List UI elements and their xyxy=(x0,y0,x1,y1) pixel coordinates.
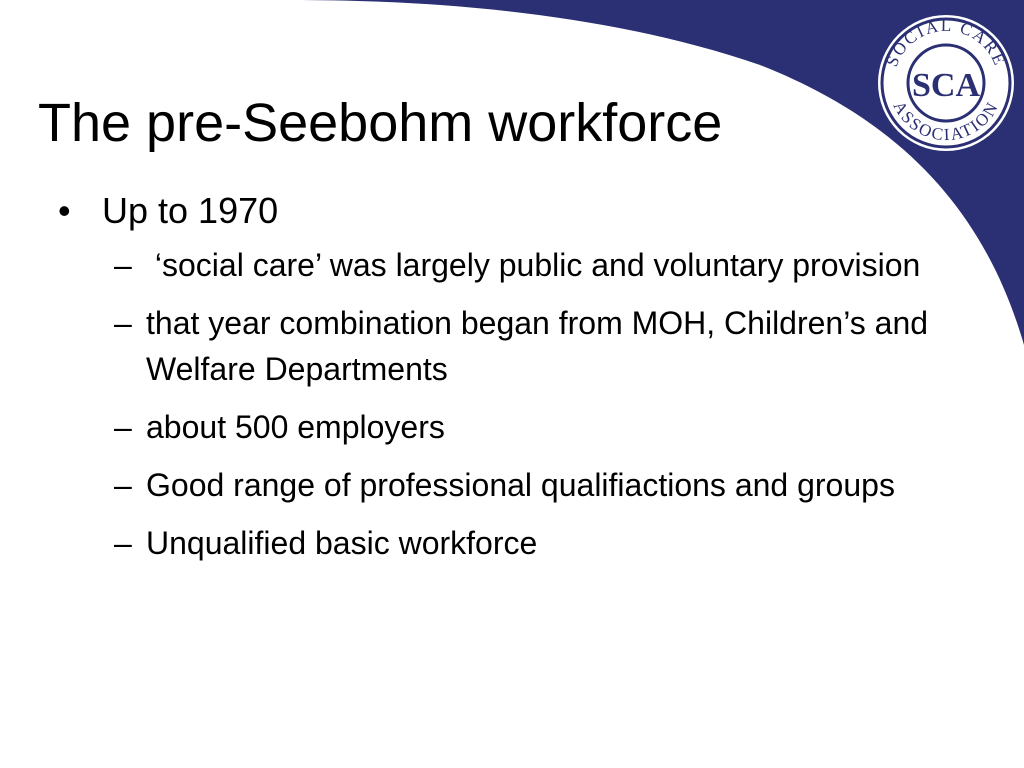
sub-bullet-list xyxy=(114,242,958,566)
sub-bullet-text: ‘social care’ was largely public and voluntary provision xyxy=(146,247,921,283)
bullet-text: Up to 1970 xyxy=(102,190,279,231)
sub-bullet-item xyxy=(114,300,958,392)
bullet-marker: • xyxy=(58,190,71,231)
slide-title: The pre-Seebohm workforce xyxy=(38,93,723,153)
slide-body xyxy=(58,190,958,578)
dash-marker: – xyxy=(114,467,132,503)
sub-bullet-text: about 500 employers xyxy=(146,409,445,445)
dash-marker: – xyxy=(114,409,132,445)
sub-bullet-text: that year combination began from MOH, Children’s and Welfare Departments xyxy=(146,305,937,387)
dash-marker: – xyxy=(114,525,132,561)
sub-bullet-text: Good range of professional qualifiactions and groups xyxy=(146,467,895,503)
logo-ring-text-bottom: ASSOCIATION xyxy=(889,97,1003,145)
logo-ring-text-top: SOCIAL CARE xyxy=(882,15,1010,70)
sub-bullet-text: Unqualified basic workforce xyxy=(146,525,538,561)
logo-initials: SCA xyxy=(911,67,981,104)
sub-bullet-item xyxy=(114,404,958,450)
dash-marker: – xyxy=(114,305,132,341)
sub-bullet-item xyxy=(114,242,958,288)
sub-bullet-item xyxy=(114,462,958,508)
bullet-item xyxy=(58,190,958,232)
sub-bullet-item xyxy=(114,520,958,566)
sca-logo xyxy=(875,12,1017,154)
dash-marker: – xyxy=(114,247,132,283)
